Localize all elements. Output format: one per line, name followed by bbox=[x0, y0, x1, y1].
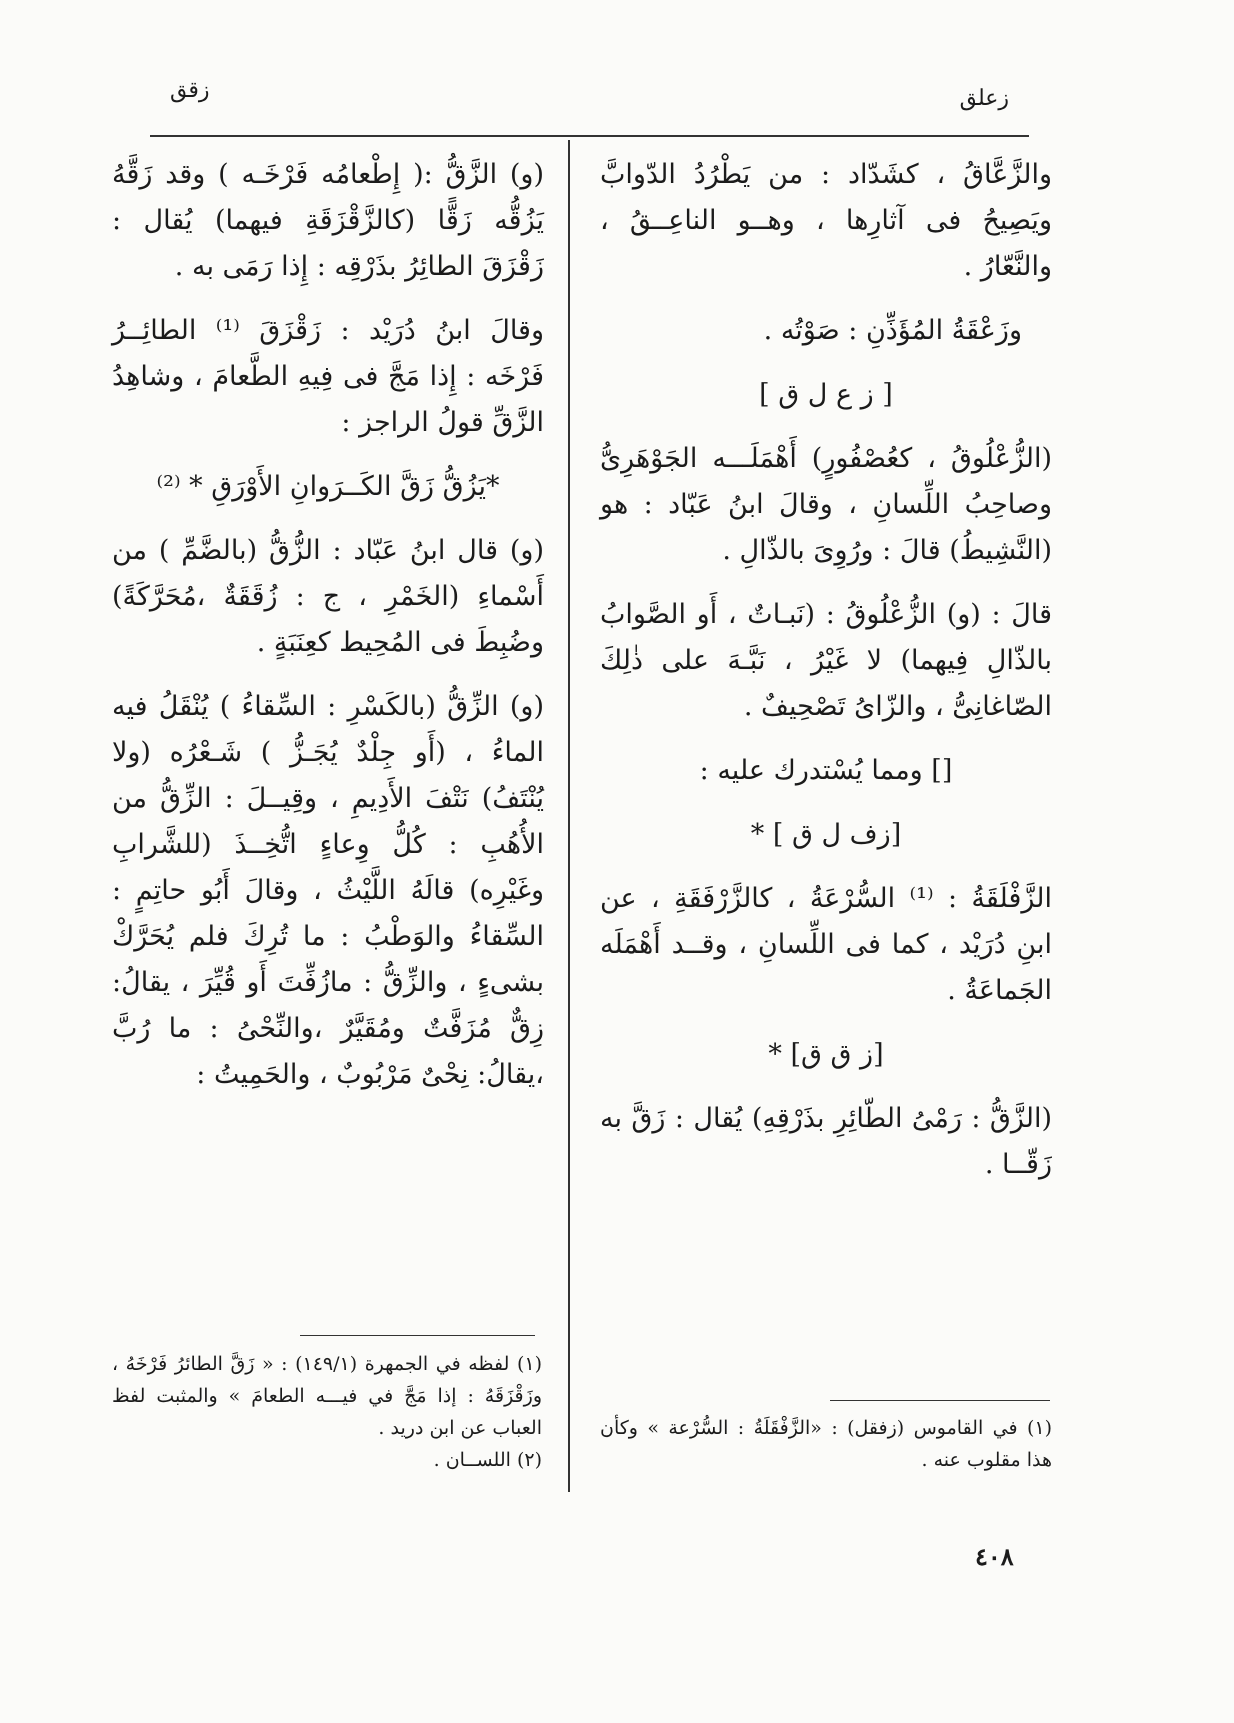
footnote-rule-right bbox=[830, 1400, 1050, 1401]
page-number: ٤٠٨ bbox=[975, 1542, 1014, 1571]
entry-paragraph: (الزَّقُّ : رَمْىُ الطّائِرِ بذَرْقِهِ) يُقال : زَقَّ به زَقّــا . bbox=[600, 1103, 1052, 1180]
entry-paragraph: وزَعْقَةُ المُؤَذِّنِ : صَوْتُه . bbox=[763, 315, 1022, 346]
footnotes-right bbox=[600, 1412, 1052, 1476]
left-column bbox=[112, 152, 544, 1116]
verse-line: *يَزُقُّ زَقَّ الكَــرَوانِ الأَوْرَقِ * ⁽²⁾ bbox=[156, 471, 500, 502]
footnotes-left bbox=[112, 1348, 542, 1476]
entry-paragraph: قالَ : (و) الزُّعْلُوقُ : (نَبـاتٌ ، أَو الصَّوابُ بالذّالِ فِيهما) لا غَيْرُ ، نَبَّـهَ على ذٰلِكَ الصّاغانِىُّ ، والزّاىُ تَصْحِيفٌ . bbox=[600, 599, 1052, 722]
entry-paragraph: (و) الزَّقُّ :( إِطْعامُه فَرْخَـه ) وقد زَقَّهُ يَزُقُّه زَقًّا (كالزَّقْزَقَةِ فيهما) يُقال : زَقْزَقَ الطائِرُ بذَرْقِه : إِذا رَمَى به . bbox=[112, 159, 544, 282]
entry-paragraph: وقالَ ابنُ دُرَيْد : زَقْزَقَ ⁽¹⁾ الطائِــرُ فَرْخَه : إِذا مَجَّ فى فِيهِ الطَّعامَ ، وشاهِدُ الزَّقِّ قولُ الراجز : bbox=[112, 315, 544, 438]
footnote-rule-left bbox=[300, 1335, 535, 1336]
right-column bbox=[600, 152, 1052, 1206]
footnote: (١) لفظه في الجمهرة (١٤٩/١) : « زَقَّ الطائرُ فَرْخَهُ ، وزَقْزَقَهُ : إذا مَجَّ في فيـــه الطعامَ » والمثبت لفظ العباب عن ابن دريد . bbox=[112, 1353, 543, 1439]
footnote: (٢) اللســان . bbox=[433, 1449, 542, 1471]
header-rule bbox=[150, 135, 1029, 137]
entry-paragraph: (الزُّعْلُوقُ ، كعُصْفُورٍ) أَهْمَلَـــه الجَوْهَرِىُّ وصاحِبُ اللِّسانِ ، وقالَ ابنُ عَبّاد : هو (النَّشِيطُ) قالَ : ورُوِىَ بالذّالِ . bbox=[600, 443, 1052, 566]
entry-heading: [زف ل ق ] * bbox=[750, 819, 902, 850]
column-divider bbox=[568, 140, 570, 1492]
running-header-right: زعلق bbox=[959, 86, 1009, 111]
supplement-heading: [] ومما يُسْتدرك عليه : bbox=[699, 755, 953, 786]
entry-paragraph: والزَّعَّاقُ ، كشَدّاد : من يَطْرُدُ الدّوابَّ ويَصِيحُ فى آثارِها ، وهــو الناعِــقُ ، والنَّعّارُ . bbox=[600, 159, 1052, 282]
footnote: (١) في القاموس (زفقل) : «الزَّفْقَلَةُ : السُّرْعة » وكأن هذا مقلوب عنه . bbox=[600, 1417, 1052, 1471]
entry-paragraph: الزَّفْلَقَةُ : ⁽¹⁾ السُّرْعَةُ ، كالزَّرْفَقَةِ ، عن ابنِ دُرَيْد ، كما فى اللِّسانِ ، وقــد أَهْمَلَه الجَماعَةُ . bbox=[600, 883, 1053, 1006]
entry-heading: [ ز ع ل ق ] bbox=[759, 379, 893, 410]
entry-paragraph: (و) قال ابنُ عَبّاد : الزُّقُّ (بالضَّمِّ ) من أَسْماءِ (الخَمْرِ ، ج : زُقَقَةٌ ،مُحَرَّكَةً) وضُبِطَ فى المُحِيط كعِنَبَةٍ . bbox=[112, 535, 544, 658]
running-header-left: زقق bbox=[170, 78, 210, 103]
entry-heading: [ز ق ق] * bbox=[768, 1039, 884, 1070]
entry-paragraph: (و) الزِّقُّ (بالكَسْرِ : السِّقاءُ ) يُنْقَلُ فيه الماءُ ، (أَو جِلْدٌ يُجَـزُّ ) شَـعْرُه (ولا يُنْتَفُ) نَتْفَ الأَدِيمِ ، وقِيــلَ : الزِّقُّ من الأُهُبِ : كُلُّ وِعاءٍ اتُّخِــذَ (للشَّرابِ وغَيْرِه) قالَهُ اللَّيْثُ ، وقالَ أَبُو حاتِمٍ : السِّقاءُ والوَطْبُ : ما تُرِكَ فلم يُحَرَّكْ بشىءٍ ، والزِّقُّ : مازُفِّتَ أَو قُيِّرَ ، يقالُ: زِقٌّ مُزَفَّتٌ ومُقَيَّرٌ ،والنِّحْىُ : ما رُبَّ ،يقالُ: نِحْىٌ مَرْبُوبٌ ، والحَمِيتُ : bbox=[112, 691, 544, 1090]
